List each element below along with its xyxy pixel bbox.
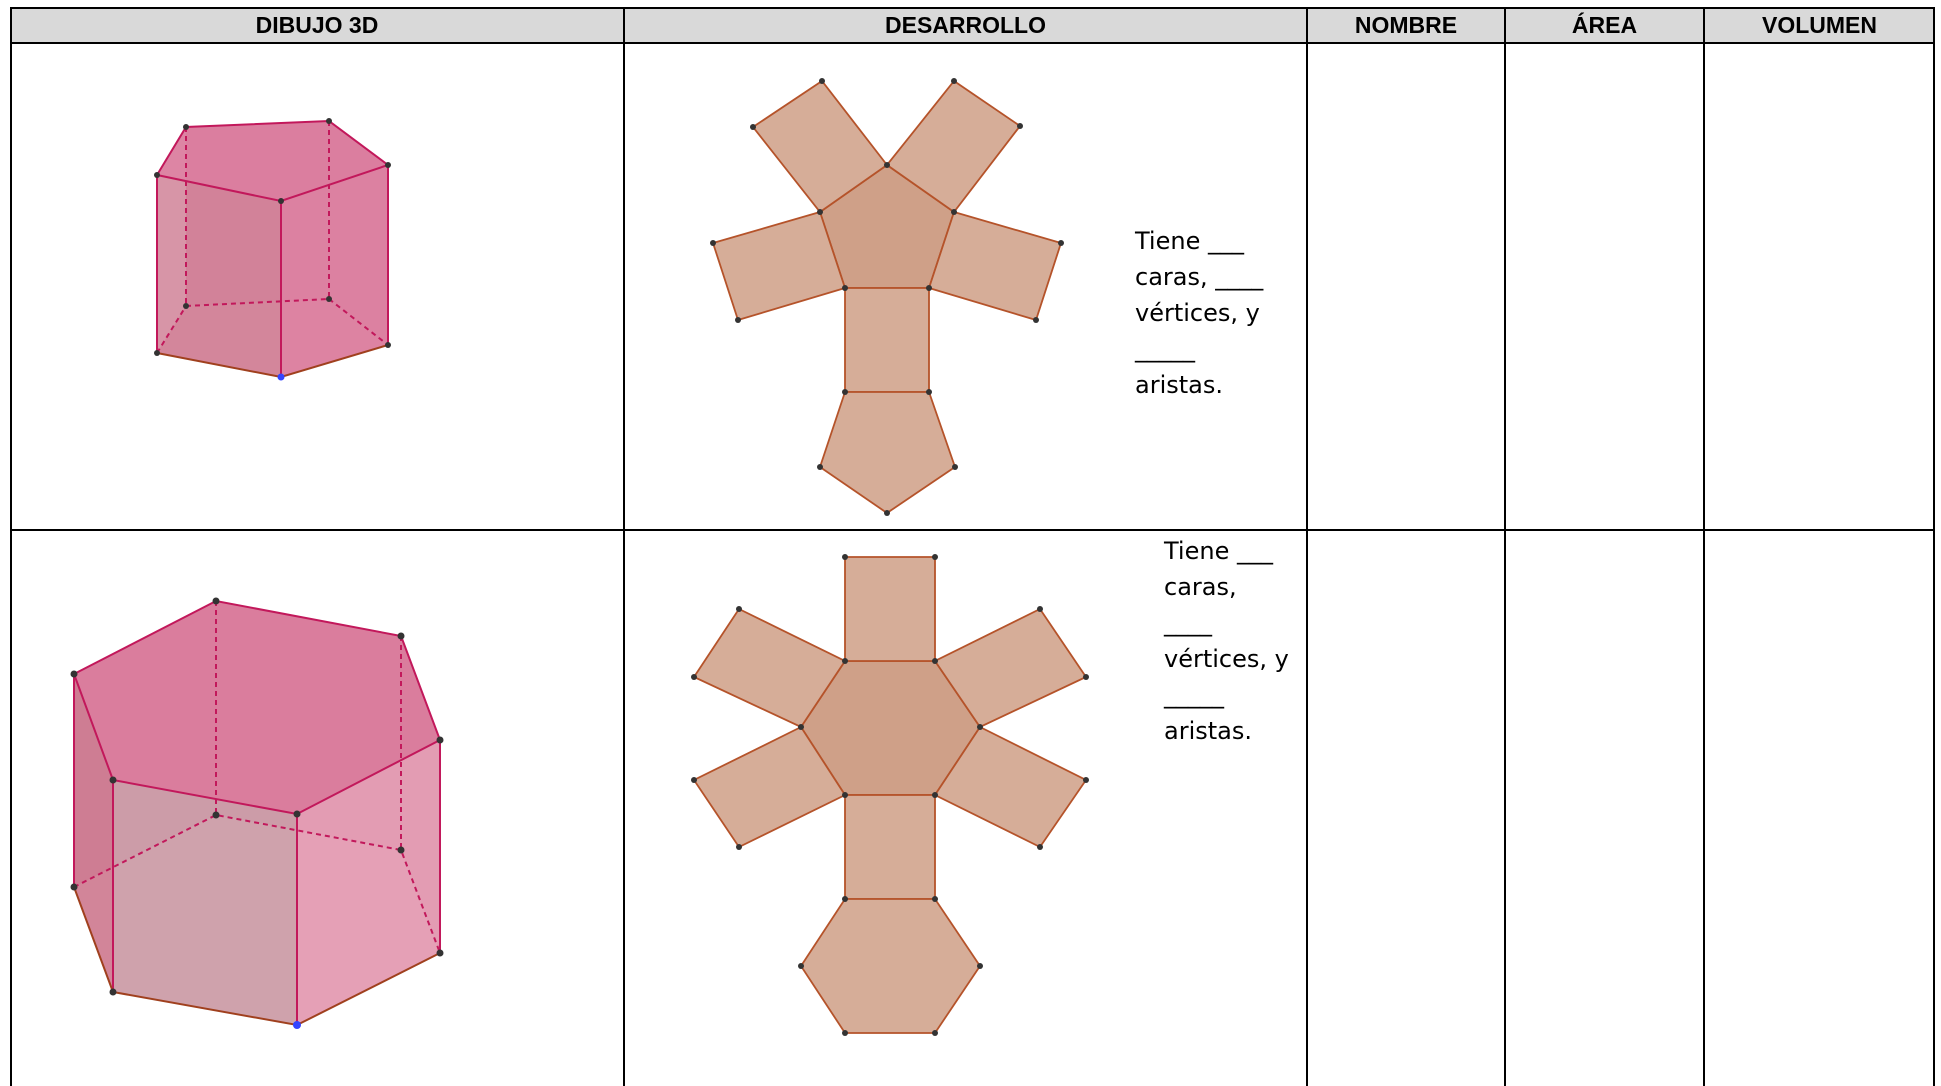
prompt-line: aristas. [1164, 717, 1252, 745]
header-area: ÁREA [1506, 8, 1703, 42]
border-col-1 [623, 7, 625, 1086]
prompt-line: caras, ____ [1135, 263, 1264, 291]
volumen-cell-row-2[interactable] [1705, 531, 1933, 1086]
area-cell-row-1[interactable] [1506, 44, 1703, 529]
nombre-cell-row-1[interactable] [1308, 44, 1504, 529]
prompt-line: _____ [1164, 681, 1224, 709]
area-cell-row-2[interactable] [1506, 531, 1703, 1086]
prompt-line: vértices, y [1164, 645, 1289, 673]
volumen-cell-row-1[interactable] [1705, 44, 1933, 529]
prompt-line: aristas. [1135, 371, 1223, 399]
hexagonal-prism-net-image [685, 550, 1100, 1050]
prompt-line: Tiene ___ [1164, 537, 1273, 565]
prompt-line: _____ [1135, 335, 1195, 363]
header-dibujo-3d: DIBUJO 3D [11, 8, 623, 42]
header-nombre: NOMBRE [1308, 8, 1504, 42]
border-col-left [10, 7, 12, 1086]
pentagonal-prism-3d-image [140, 110, 410, 390]
border-col-right [1933, 7, 1935, 1086]
pentagonal-prism-net-image [700, 70, 1080, 520]
prompt-line: Tiene ___ [1135, 227, 1244, 255]
header-desarrollo: DESARROLLO [625, 8, 1306, 42]
prompt-row-1 [1135, 223, 1263, 403]
prompt-line: ____ [1164, 609, 1212, 637]
prompt-row-2 [1164, 533, 1289, 749]
prompt-line: vértices, y [1135, 299, 1260, 327]
hexagonal-prism-3d-image [60, 590, 460, 1035]
border-top [10, 7, 1935, 9]
prompt-line: caras, [1164, 573, 1237, 601]
nombre-cell-row-2[interactable] [1308, 531, 1504, 1086]
header-volumen: VOLUMEN [1705, 8, 1934, 42]
